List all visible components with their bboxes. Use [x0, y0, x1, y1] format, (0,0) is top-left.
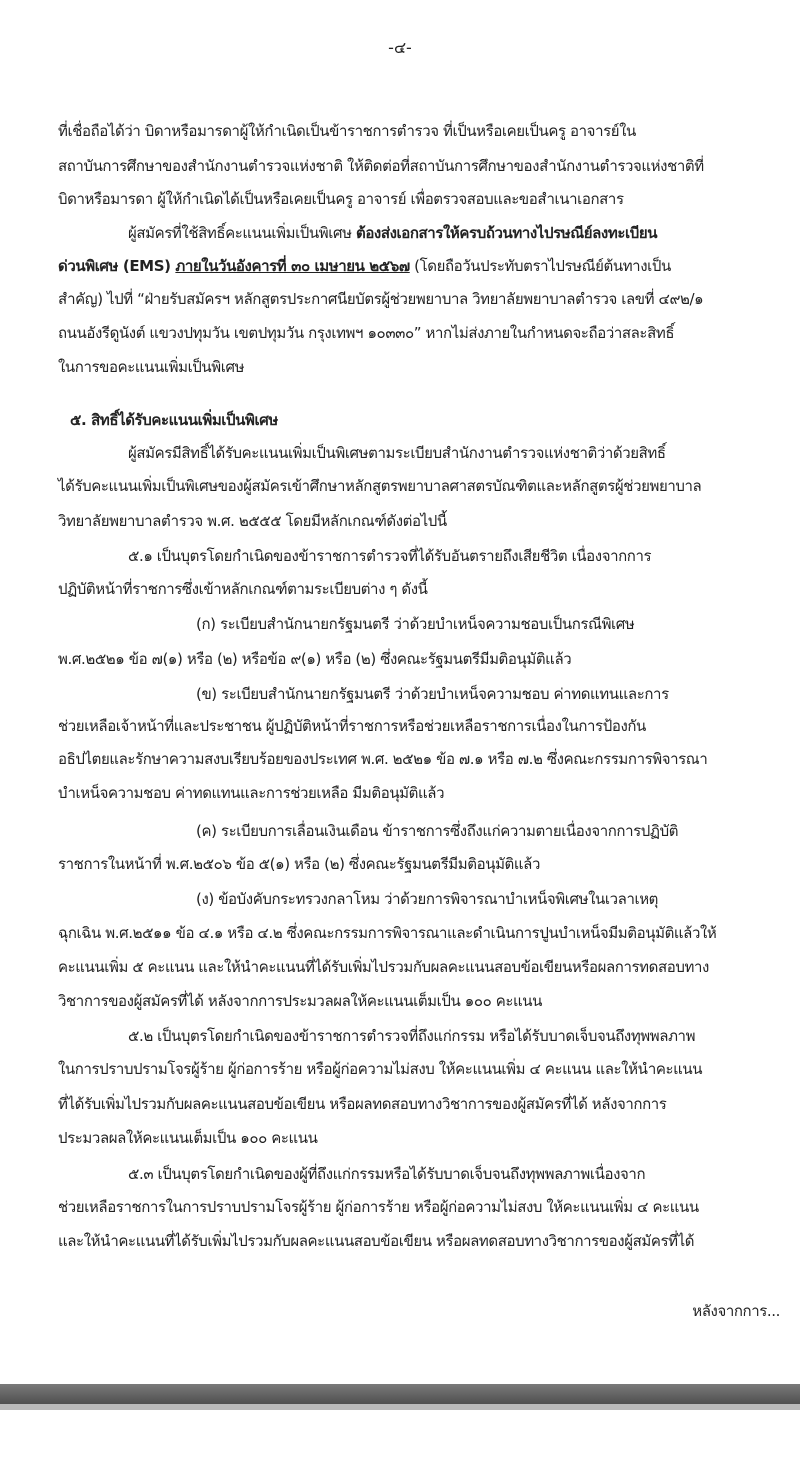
text-segment: ช่วยเหลือเจ้าหน้าที่และประชาชน ผู้ปฏิบัติหน้าที่ราชการหรือช่วยเหลือราชการเนื่องในการป้องกัน: [58, 717, 646, 735]
text-line: [58, 1127, 795, 1149]
text-line: [128, 222, 795, 244]
text-line: [58, 853, 795, 875]
text-segment: ราชการในหน้าที่ พ.ศ.๒๕๐๖ ข้อ ๕(๑) หรือ (๒) ซึ่งคณะรัฐมนตรีมีมติอนุมัติแล้ว: [58, 855, 540, 873]
text-line: [58, 188, 795, 210]
text-segment: ประมวลผลให้คะแนนเต็มเป็น ๑๐๐ คะแนน: [58, 1129, 318, 1147]
scan-border-strip: [0, 1404, 800, 1410]
text-line: [58, 956, 795, 978]
text-line: [58, 715, 795, 737]
text-segment: ปฏิบัติหน้าที่ราชการซึ่งเข้าหลักเกณฑ์ตามระเบียบต่าง ๆ ดังนี้: [58, 580, 428, 598]
text-line: [58, 782, 795, 804]
text-line: [58, 922, 795, 944]
text-line: [128, 1163, 795, 1185]
text-segment: ผู้สมัครที่ใช้สิทธิ์คะแนนเพิ่มเป็นพิเศษ: [128, 224, 356, 242]
text-segment: ๕.๓ เป็นบุตรโดยกำเนิดของผู้ที่ถึงแก่กรรมหรือได้รับบาดเจ็บจนถึงทุพพลภาพเนื่องจาก: [128, 1165, 646, 1183]
text-segment: ๕.๑ เป็นบุตรโดยกำเนิดของข้าราชการตำรวจที่ได้รับอันตรายถึงเสียชีวิต เนื่องจากการ: [128, 547, 652, 565]
text-segment: ๕. สิทธิ์ได้รับคะแนนเพิ่มเป็นพิเศษ: [70, 411, 278, 429]
text-segment: (ข) ระเบียบสำนักนายกรัฐมนตรี ว่าด้วยบำเหน็จความชอบ ค่าทดแทนและการ: [196, 685, 669, 703]
text-line: [58, 475, 795, 497]
text-segment: ได้รับคะแนนเพิ่มเป็นพิเศษของผู้สมัครเข้าศึกษาหลักสูตรพยาบาลศาสตรบัณฑิตและหลักสูตรผู้ช่วยพยาบาล: [58, 477, 702, 495]
text-segment: วิทยาลัยพยาบาลตำรวจ พ.ศ. ๒๕๕๕ โดยมีหลักเกณฑ์ดังต่อไปนี้: [58, 512, 447, 530]
text-line: [196, 683, 795, 705]
text-segment: (โดยถือวันประทับตราไปรษณีย์ต้นทางเป็น: [409, 257, 671, 275]
text-segment: อธิปไตยและรักษาความสงบเรียบร้อยของประเทศ พ.ศ. ๒๕๒๑ ข้อ ๗.๑ หรือ ๗.๒ ซึ่งคณะกรรมการพิจารณา: [58, 750, 708, 768]
text-segment: ที่เชื่อถือได้ว่า บิดาหรือมารดาผู้ให้กำเนิดเป็นข้าราชการตำรวจ ที่เป็นหรือเคยเป็นครู อาจารย์ใน: [58, 122, 636, 140]
text-segment: (ค) ระเบียบการเลื่อนเงินเดือน ข้าราชการซึ่งถึงแก่ความตายเนื่องจากการปฏิบัติ: [196, 822, 679, 840]
text-line: [58, 255, 795, 277]
text-segment: (ง) ข้อบังคับกระทรวงกลาโหม ว่าด้วยการพิจารณาบำเหน็จพิเศษในเวลาเหตุ: [196, 890, 659, 908]
text-segment: ด่วนพิเศษ (EMS): [58, 257, 176, 275]
text-line: [58, 1230, 795, 1252]
text-line: [128, 1025, 795, 1047]
text-segment: ที่ได้รับเพิ่มไปรวมกับผลคะแนนสอบข้อเขียน หรือผลทดสอบทางวิชาการของผู้สมัครที่ได้ หลังจากการ: [58, 1095, 667, 1113]
text-line: [58, 1058, 795, 1080]
text-line: [58, 120, 795, 142]
text-line: [70, 409, 795, 431]
text-segment: ผู้สมัครมีสิทธิ์ได้รับคะแนนเพิ่มเป็นพิเศษตามระเบียบสำนักงานตำรวจแห่งชาติว่าด้วยสิทธิ์: [128, 444, 666, 462]
text-segment: ถนนอังรีดูนังต์ แขวงปทุมวัน เขตปทุมวัน กรุงเทพฯ ๑๐๓๓๐” หากไม่ส่งภายในกำหนดจะถือว่าสละสิทธิ์: [58, 324, 675, 342]
text-segment: ในการขอคะแนนเพิ่มเป็นพิเศษ: [58, 358, 245, 376]
text-line: [58, 288, 795, 310]
text-segment: ฉุกเฉิน พ.ศ.๒๕๑๑ ข้อ ๔.๑ หรือ ๔.๒ ซึ่งคณะกรรมการพิจารณาและดำเนินการปูนบำเหน็จมีมติอนุมัติแล้วให้: [58, 924, 717, 942]
text-line: [58, 990, 795, 1012]
text-segment: พ.ศ.๒๕๒๑ ข้อ ๗(๑) หรือ (๒) หรือข้อ ๙(๑) หรือ (๒) ซึ่งคณะรัฐมนตรีมีมติอนุมัติแล้ว: [58, 650, 572, 668]
text-segment: บิดาหรือมารดา ผู้ให้กำเนิดได้เป็นหรือเคยเป็นครู อาจารย์ เพื่อตรวจสอบและขอสำเนาเอกสาร: [58, 190, 624, 208]
continuation-text: หลังจากการ...: [692, 1302, 780, 1320]
text-line: [58, 578, 795, 600]
text-segment: ต้องส่งเอกสารให้ครบถ้วนทางไปรษณีย์ลงทะเบียน: [355, 224, 658, 242]
text-line: [58, 748, 795, 770]
text-line: [58, 648, 795, 670]
text-line: [128, 442, 795, 464]
text-segment: บำเหน็จความชอบ ค่าทดแทนและการช่วยเหลือ มีมติอนุมัติแล้ว: [58, 784, 445, 802]
text-line: [196, 820, 795, 842]
text-line: [58, 322, 795, 344]
text-line: [128, 545, 795, 567]
text-segment: ภายในวันอังคารที่ ๓๐ เมษายน ๒๕๖๗: [175, 257, 410, 275]
text-segment: สำคัญ) ไปที่ “ฝ่ายรับสมัครฯ หลักสูตรประกาศนียบัตรผู้ช่วยพยาบาล วิทยาลัยพยาบาลตำรวจ เลขที่ ๔๙๒/๑: [58, 290, 704, 308]
text-line: [58, 510, 795, 532]
text-line: [58, 1196, 795, 1218]
text-segment: ในการปราบปรามโจรผู้ร้าย ผู้ก่อการร้าย หรือผู้ก่อความไม่สงบ ให้คะแนนเพิ่ม ๔ คะแนน และให้นำคะแนน: [58, 1060, 703, 1078]
text-segment: ช่วยเหลือราชการในการปราบปรามโจรผู้ร้าย ผู้ก่อการร้าย หรือผู้ก่อความไม่สงบ ให้คะแนนเพิ่ม ๔ คะแนน: [58, 1198, 699, 1216]
scan-border-bar: [0, 1384, 800, 1404]
text-segment: และให้นำคะแนนที่ได้รับเพิ่มไปรวมกับผลคะแนนสอบข้อเขียน หรือผลทดสอบทางวิชาการของผู้สมัครที่ได้: [58, 1232, 695, 1250]
page-number: -๔-: [388, 38, 412, 57]
text-segment: ๕.๒ เป็นบุตรโดยกำเนิดของข้าราชการตำรวจที่ถึงแก่กรรม หรือได้รับบาดเจ็บจนถึงทุพพลภาพ: [128, 1027, 696, 1045]
text-line: [196, 888, 795, 910]
text-line: [58, 1093, 795, 1115]
text-segment: (ก) ระเบียบสำนักนายกรัฐมนตรี ว่าด้วยบำเหน็จความชอบเป็นกรณีพิเศษ: [196, 615, 635, 633]
text-segment: วิชาการของผู้สมัครที่ได้ หลังจากการประมวลผลให้คะแนนเต็มเป็น ๑๐๐ คะแนน: [58, 992, 542, 1010]
text-line: [58, 356, 795, 378]
text-segment: คะแนนเพิ่ม ๕ คะแนน และให้นำคะแนนที่ได้รับเพิ่มไปรวมกับผลคะแนนสอบข้อเขียนหรือผลการทดสอบทาง: [58, 958, 709, 976]
text-line: [196, 613, 795, 635]
text-line: [58, 155, 795, 177]
text-segment: สถาบันการศึกษาของสำนักงานตำรวจแห่งชาติ ให้ติดต่อที่สถาบันการศึกษาของสำนักงานตำรวจแห่งชาติที่: [58, 157, 704, 175]
